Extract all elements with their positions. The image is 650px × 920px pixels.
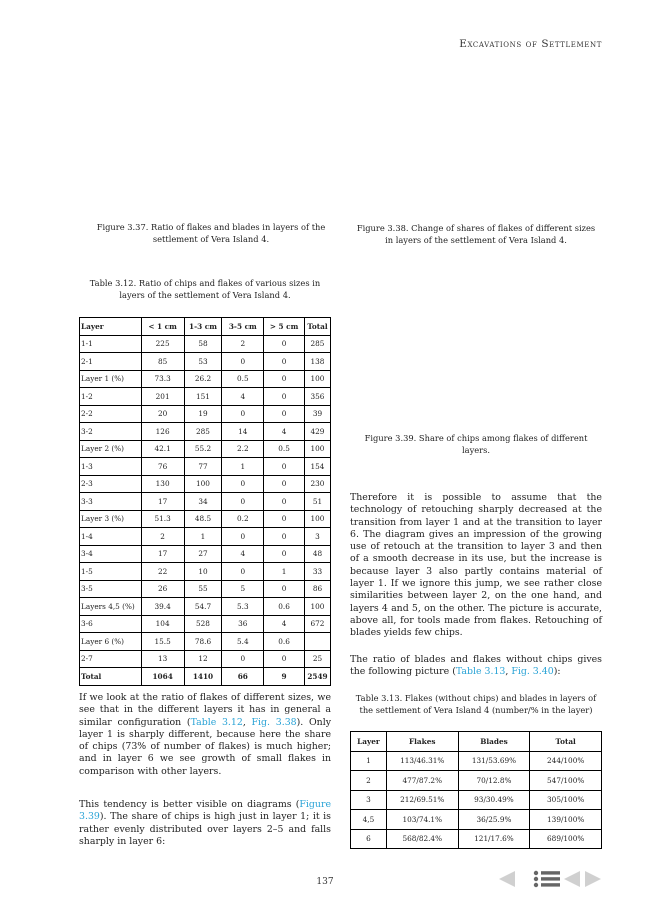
header-cell: Blades: [458, 732, 530, 752]
table-cell: 2-1: [80, 353, 142, 371]
table-cell: 285: [184, 423, 222, 441]
table-cell: 0: [264, 475, 305, 493]
page-number: 137: [316, 877, 334, 887]
table-cell: Layer 3 (%): [80, 510, 142, 528]
table-cell: 0.6: [264, 598, 305, 616]
table-cell: 48: [304, 545, 330, 563]
table-cell: 285: [304, 335, 330, 353]
table-cell: 51.3: [141, 510, 184, 528]
table-cell: 39: [304, 405, 330, 423]
table-cell: 0: [264, 388, 305, 406]
table-cell: 3-5: [80, 580, 142, 598]
table-row: [80, 370, 331, 388]
table-cell: 4: [264, 615, 305, 633]
table-cell: 66: [222, 668, 264, 686]
table-row: [80, 510, 331, 528]
table-cell: 53: [184, 353, 222, 371]
fig-3-38-link[interactable]: Fig. 3.38: [251, 716, 297, 728]
table-cell: 1: [184, 528, 222, 546]
figure-3-38-caption: Figure 3.38. Change of shares of flakes of different sizes in layers of the settlement of Vera Island 4.: [356, 223, 596, 245]
table-3-13: [350, 731, 602, 849]
table-cell: 5.4: [222, 633, 264, 651]
text-fragment: ). Only layer 1 is sharply different, because here the share of chips (73% of number of flakes) is much higher; and in layer 6 we see growth of small flakes in comparison with other layers.: [79, 716, 331, 777]
table-cell: 54.7: [184, 598, 222, 616]
table-cell: 305/100%: [530, 790, 602, 810]
table-cell: 528: [184, 615, 222, 633]
table-cell: 70/12.8%: [458, 771, 530, 791]
table-cell: 100: [304, 510, 330, 528]
table-cell: 1-5: [80, 563, 142, 581]
table-cell: 104: [141, 615, 184, 633]
table-cell: 1: [222, 458, 264, 476]
table-cell: 0: [264, 493, 305, 511]
table-cell: 3: [304, 528, 330, 546]
next-arrow-icon[interactable]: [585, 871, 601, 887]
header-cell: < 1 cm: [141, 318, 184, 336]
table-cell: 17: [141, 545, 184, 563]
table-cell: Layer 6 (%): [80, 633, 142, 651]
header-cell: Total: [304, 318, 330, 336]
table-row: [80, 615, 331, 633]
table-row: [80, 580, 331, 598]
table-cell: 138: [304, 353, 330, 371]
table-cell: 26: [141, 580, 184, 598]
table-cell: 0.5: [264, 440, 305, 458]
table-cell: 121/17.6%: [458, 829, 530, 849]
table-cell: 547/100%: [530, 771, 602, 791]
table-row: [80, 650, 331, 668]
table-cell: 0: [264, 545, 305, 563]
table-row: [80, 440, 331, 458]
table-cell: 201: [141, 388, 184, 406]
table-cell: 2.2: [222, 440, 264, 458]
table-cell: 0: [222, 528, 264, 546]
table-cell: 672: [304, 615, 330, 633]
table-cell: 13: [141, 650, 184, 668]
table-cell: 19: [184, 405, 222, 423]
table-cell: [304, 633, 330, 651]
table-cell: 100: [184, 475, 222, 493]
table-cell: 2: [351, 771, 387, 791]
table-3-13-caption: Table 3.13. Flakes (without chips) and blades in layers of the settlement of Vera Island 4 (number/% in the layer): [355, 693, 597, 715]
figure-3-37-caption: Figure 3.37. Ratio of flakes and blades in layers of the settlement of Vera Island 4.: [96, 222, 326, 244]
table-cell: 26.2: [184, 370, 222, 388]
table-cell: 130: [141, 475, 184, 493]
table-row: [80, 528, 331, 546]
table-cell: Layer 1 (%): [80, 370, 142, 388]
prev-arrow-icon[interactable]: [499, 871, 515, 887]
table-row: [80, 598, 331, 616]
table-cell: 3-4: [80, 545, 142, 563]
table-cell: 230: [304, 475, 330, 493]
text-fragment: If we look at the ratio of flakes of different sizes, we see that in the different layers it has in general a similar configuration (: [79, 692, 331, 728]
table-cell: 55: [184, 580, 222, 598]
header-cell: > 5 cm: [264, 318, 305, 336]
table-cell: 4: [264, 423, 305, 441]
table-cell: 48.5: [184, 510, 222, 528]
table-cell: Total: [80, 668, 142, 686]
table-row: [80, 458, 331, 476]
table-cell: 568/82.4%: [386, 829, 458, 849]
table-cell: 1: [264, 563, 305, 581]
table-cell: 4,5: [351, 810, 387, 830]
table-cell: 1: [351, 751, 387, 771]
table-cell: 477/87.2%: [386, 771, 458, 791]
left-paragraph-2: [79, 799, 331, 848]
table-cell: 1-2: [80, 388, 142, 406]
table-cell: 2-2: [80, 405, 142, 423]
table-cell: 0: [264, 405, 305, 423]
table-header-row: [351, 732, 602, 752]
table-cell: 126: [141, 423, 184, 441]
table-cell: 100: [304, 440, 330, 458]
table-cell: 51: [304, 493, 330, 511]
table-cell: 1-3: [80, 458, 142, 476]
table-cell: 2549: [304, 668, 330, 686]
table-cell: 0: [222, 353, 264, 371]
table-cell: 1-1: [80, 335, 142, 353]
left-paragraph-1: [79, 692, 331, 778]
table-cell: 39.4: [141, 598, 184, 616]
table-cell: 9: [264, 668, 305, 686]
table-cell: 2: [141, 528, 184, 546]
table-cell: 0: [264, 650, 305, 668]
table-cell: 36/25.9%: [458, 810, 530, 830]
table-cell: 113/46.31%: [386, 751, 458, 771]
table-cell: 212/69.51%: [386, 790, 458, 810]
table-cell: Layer 2 (%): [80, 440, 142, 458]
table-cell: 5.3: [222, 598, 264, 616]
back-arrow-icon[interactable]: [564, 871, 580, 887]
table-row: [351, 771, 602, 791]
header-cell: Layer: [80, 318, 142, 336]
table-3-12-caption: Table 3.12. Ratio of chips and flakes of various sizes in layers of the settlement of Vera Island 4.: [89, 278, 321, 300]
table-cell: 12: [184, 650, 222, 668]
header-cell: Total: [530, 732, 602, 752]
table-cell: 139/100%: [530, 810, 602, 830]
table-total-row: [80, 668, 331, 686]
table-cell: 25: [304, 650, 330, 668]
table-cell: 10: [184, 563, 222, 581]
table-cell: 1064: [141, 668, 184, 686]
table-cell: 78.6: [184, 633, 222, 651]
table-cell: 2-7: [80, 650, 142, 668]
table-cell: 0: [264, 353, 305, 371]
table-3-12-link[interactable]: Table 3.12: [190, 716, 243, 728]
table-cell: 0: [264, 510, 305, 528]
table-cell: 0: [222, 563, 264, 581]
figure-3-39-caption: Figure 3.39. Share of chips among flakes of different layers.: [364, 433, 588, 455]
header-cell: Flakes: [386, 732, 458, 752]
table-cell: 0: [264, 528, 305, 546]
table-cell: 85: [141, 353, 184, 371]
table-cell: 100: [304, 598, 330, 616]
table-cell: 429: [304, 423, 330, 441]
table-row: [80, 388, 331, 406]
text-fragment: ):: [553, 666, 561, 678]
header-cell: 3-5 cm: [222, 318, 264, 336]
table-cell: 131/53.69%: [458, 751, 530, 771]
table-cell: 244/100%: [530, 751, 602, 771]
right-paragraph-2: [350, 654, 602, 679]
table-cell: 93/30.49%: [458, 790, 530, 810]
table-cell: 100: [304, 370, 330, 388]
table-cell: 356: [304, 388, 330, 406]
table-row: [80, 423, 331, 441]
table-row: [351, 829, 602, 849]
table-cell: 151: [184, 388, 222, 406]
table-row: [80, 545, 331, 563]
figure-3-39-link[interactable]: Figure 3.39: [79, 799, 331, 823]
text-fragment: ,: [242, 716, 252, 728]
table-cell: Layers 4,5 (%): [80, 598, 142, 616]
table-cell: 27: [184, 545, 222, 563]
table-cell: 0.5: [222, 370, 264, 388]
table-cell: 58: [184, 335, 222, 353]
table-cell: 0: [222, 475, 264, 493]
table-cell: 42.1: [141, 440, 184, 458]
table-cell: 4: [222, 545, 264, 563]
running-title: Excavations of Settlement: [459, 38, 602, 50]
table-row: [80, 493, 331, 511]
table-cell: 33: [304, 563, 330, 581]
table-cell: 5: [222, 580, 264, 598]
table-cell: 77: [184, 458, 222, 476]
table-cell: 0: [222, 650, 264, 668]
text-fragment: This tendency is better visible on diagrams (: [79, 799, 300, 810]
table-cell: 22: [141, 563, 184, 581]
table-cell: 76: [141, 458, 184, 476]
table-cell: 3-3: [80, 493, 142, 511]
table-cell: 1410: [184, 668, 222, 686]
table-cell: 2-3: [80, 475, 142, 493]
table-row: [351, 790, 602, 810]
table-cell: 0: [222, 493, 264, 511]
table-cell: 14: [222, 423, 264, 441]
table-row: [351, 810, 602, 830]
table-cell: 4: [222, 388, 264, 406]
header-cell: 1-3 cm: [184, 318, 222, 336]
table-cell: 15.5: [141, 633, 184, 651]
table-cell: 86: [304, 580, 330, 598]
table-cell: 3-6: [80, 615, 142, 633]
table-cell: 0: [264, 580, 305, 598]
table-row: [80, 633, 331, 651]
table-cell: 689/100%: [530, 829, 602, 849]
table-cell: 0: [264, 458, 305, 476]
table-row: [80, 475, 331, 493]
contents-list-icon[interactable]: [534, 871, 560, 887]
table-cell: 0: [264, 370, 305, 388]
table-cell: 3-2: [80, 423, 142, 441]
table-cell: 0: [264, 335, 305, 353]
table-cell: 0.2: [222, 510, 264, 528]
table-cell: 20: [141, 405, 184, 423]
fig-3-40-link[interactable]: Fig. 3.40: [511, 666, 554, 678]
table-cell: 103/74.1%: [386, 810, 458, 830]
right-paragraph-1: Therefore it is possible to assume that the technology of retouching sharply decreased at the transition from layer 1 and at the transition to layer 6. The diagram gives an impression of the growing use of retouch at the transition to layer 3 and then of a smooth decrease in its use, but the increase is because layer 3 also partly contains material of layer 1. If we ignore this jump, we see rather close similarities between layer 2, on the one hand, and layers 4 and 5, on the other. The picture is accurate, above all, for tools made from flakes. Retouching of blades yields few chips.: [350, 492, 602, 639]
text-fragment: ). The share of chips is high just in layer 1; it is rather evenly distributed over layers 2–5 and falls sharply in layer 6:: [79, 811, 331, 847]
table-header-row: [80, 318, 331, 336]
table-cell: 73.3: [141, 370, 184, 388]
table-cell: 154: [304, 458, 330, 476]
table-cell: 6: [351, 829, 387, 849]
table-row: [80, 405, 331, 423]
table-row: [80, 335, 331, 353]
table-row: [80, 353, 331, 371]
table-row: [80, 563, 331, 581]
table-cell: 17: [141, 493, 184, 511]
header-cell: Layer: [351, 732, 387, 752]
table-cell: 0: [222, 405, 264, 423]
table-3-12: [79, 317, 331, 686]
table-cell: 3: [351, 790, 387, 810]
table-cell: 225: [141, 335, 184, 353]
table-cell: 55.2: [184, 440, 222, 458]
table-cell: 2: [222, 335, 264, 353]
text-fragment: ,: [505, 666, 512, 678]
table-cell: 0.6: [264, 633, 305, 651]
table-cell: 36: [222, 615, 264, 633]
table-3-13-link[interactable]: Table 3.13: [455, 666, 506, 678]
text-fragment: The ratio of blades and flakes without chips gives the following picture (: [350, 654, 602, 678]
table-row: [351, 751, 602, 771]
table-cell: 1-4: [80, 528, 142, 546]
page-navigation: [497, 869, 603, 889]
table-cell: 34: [184, 493, 222, 511]
